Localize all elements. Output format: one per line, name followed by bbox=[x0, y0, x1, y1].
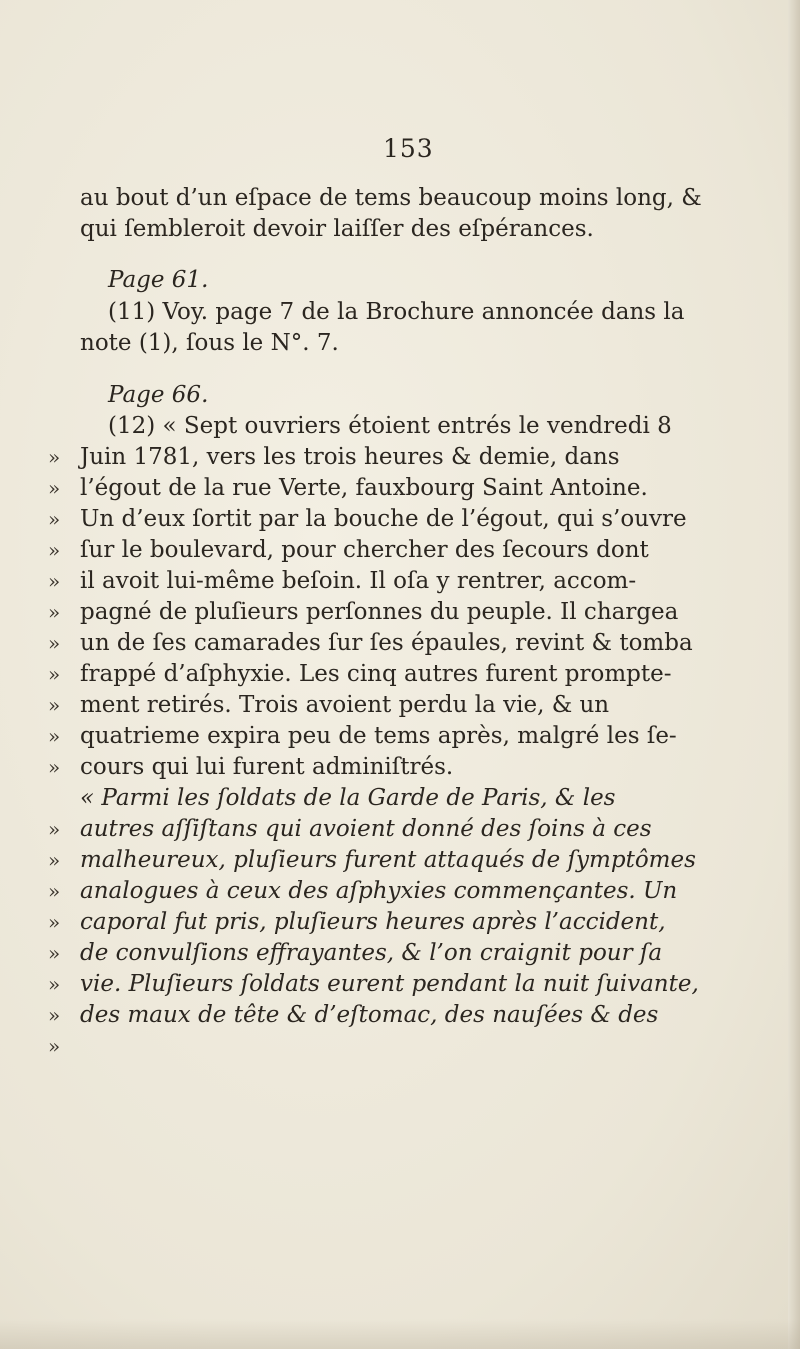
page-number: 153 bbox=[383, 134, 434, 163]
quoted-line: l’égout de la rue Verte, fauxbourg Saint Antoine. bbox=[80, 475, 648, 501]
quote-mark: » bbox=[48, 662, 61, 686]
quoted-line-italic: des maux de tête & d’eſtomac, des nauſées & des bbox=[80, 1002, 659, 1028]
quote-mark: » bbox=[48, 941, 61, 965]
page-edge bbox=[788, 0, 800, 1349]
quote-mark: » bbox=[48, 631, 61, 655]
quoted-line: ſur le boulevard, pour chercher des ſecours dont bbox=[80, 537, 649, 563]
quoted-line-italic: vie. Pluſieurs ſoldats eurent pendant la nuit ſuivante, bbox=[80, 971, 699, 997]
quote-mark: » bbox=[48, 972, 61, 996]
page-reference: Page 61. bbox=[108, 267, 209, 293]
quote-mark: » bbox=[48, 724, 61, 748]
quoted-line: quatrieme expira peu de tems après, malgré les ſe- bbox=[80, 723, 677, 749]
quoted-line-italic: malheureux, pluſieurs furent attaqués de ſymptômes bbox=[80, 847, 696, 873]
quoted-line: cours qui lui furent adminiſtrés. bbox=[80, 754, 454, 780]
quoted-line: pagné de pluſieurs perſonnes du peuple. Il chargea bbox=[80, 599, 679, 625]
quote-mark: » bbox=[48, 445, 61, 469]
quote-mark: » bbox=[48, 538, 61, 562]
quote-mark: » bbox=[48, 755, 61, 779]
quoted-line-italic: de convulſions effrayantes, & l’on craignit pour ſa bbox=[80, 940, 663, 966]
quoted-line: il avoit lui-même beſoin. Il oſa y rentrer, accom- bbox=[80, 568, 637, 594]
quoted-line-italic: autres aſſiſtans qui avoient donné des ſoins à ces bbox=[80, 816, 652, 842]
quote-mark: » bbox=[48, 910, 61, 934]
quote-mark: » bbox=[48, 879, 61, 903]
page-shadow bbox=[0, 1319, 800, 1349]
quoted-line: frappé d’aſphyxie. Les cinq autres furent prompte- bbox=[80, 661, 672, 687]
quote-mark: » bbox=[48, 693, 61, 717]
text-line: note (1), ſous le N°. 7. bbox=[80, 330, 339, 356]
quote-mark: » bbox=[48, 848, 61, 872]
quote-mark: » bbox=[48, 1034, 61, 1058]
page-reference: Page 66. bbox=[108, 382, 209, 408]
quoted-line: ment retirés. Trois avoient perdu la vie, & un bbox=[80, 692, 610, 718]
quote-mark: » bbox=[48, 600, 61, 624]
quoted-line: Juin 1781, vers les trois heures & demie, dans bbox=[80, 444, 620, 470]
quote-mark: » bbox=[48, 817, 61, 841]
text-line: (12) « Sept ouvriers étoient entrés le vendredi 8 bbox=[108, 413, 672, 439]
quoted-line-italic: « Parmi les ſoldats de la Garde de Paris, & les bbox=[80, 785, 616, 811]
quote-mark: » bbox=[48, 476, 61, 500]
text-line: (11) Voy. page 7 de la Brochure annoncée dans la bbox=[108, 299, 685, 325]
quote-mark: » bbox=[48, 569, 61, 593]
quoted-line-italic: analogues à ceux des aſphyxies commençantes. Un bbox=[80, 878, 678, 904]
quote-mark: » bbox=[48, 507, 61, 531]
text-line: qui ſembleroit devoir laiſſer des eſpérances. bbox=[80, 216, 594, 242]
quoted-line: Un d’eux ſortit par la bouche de l’égout, qui s’ouvre bbox=[80, 506, 687, 532]
text-line: au bout d’un eſpace de tems beaucoup moins long, & bbox=[80, 185, 702, 211]
quoted-line: un de ſes camarades ſur ſes épaules, revint & tomba bbox=[80, 630, 693, 656]
quote-mark: » bbox=[48, 1003, 61, 1027]
quoted-line-italic: caporal fut pris, pluſieurs heures après l’accident, bbox=[80, 909, 666, 935]
